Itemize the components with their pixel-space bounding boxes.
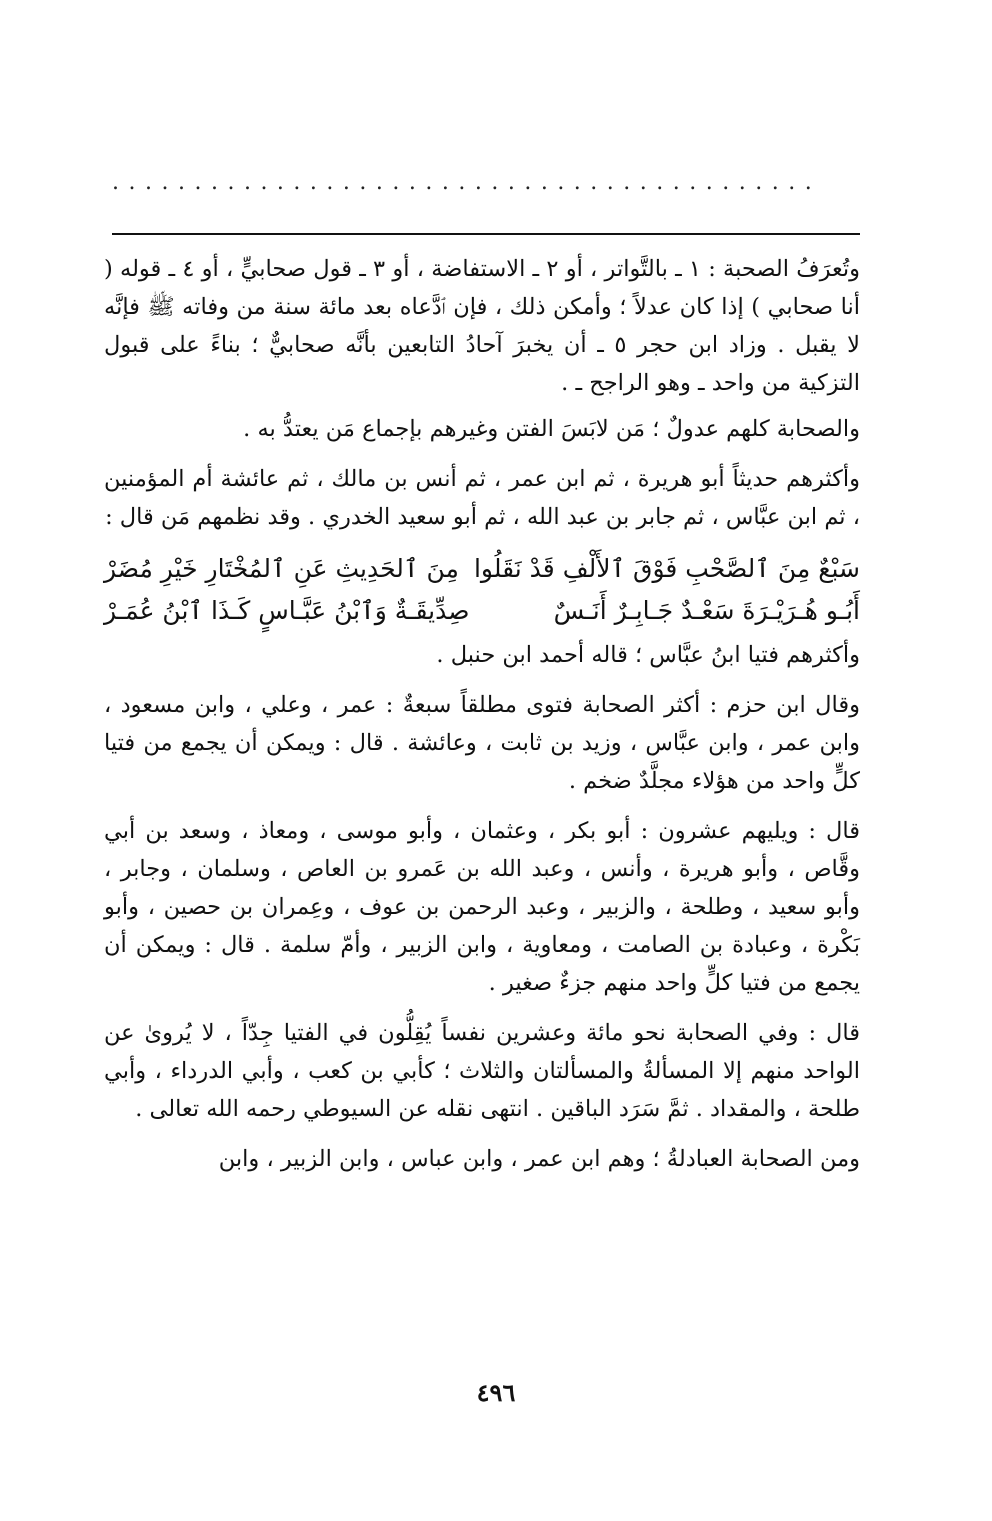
paragraph-abadila: ومن الصحابة العبادلةُ ؛ وهم ابن عمر ، وابن عباس ، وابن الزبير ، وابن <box>218 1146 860 1172</box>
footnote-rule <box>112 233 860 235</box>
paragraph-most-fatwa: وأكثرهم فتيا ابنُ عبَّاس ؛ قاله أحمد ابن حنبل . <box>436 642 860 668</box>
dotted-separator: ........................................... <box>112 170 822 195</box>
page-number: ٤٩٦ <box>476 1378 516 1407</box>
poem-second-hemistich: مِنَ ٱلحَدِيثِ عَنِ ٱلمُخْتَارِ خَيْرِ مُضَرْ <box>104 554 459 583</box>
paragraph-sahaba-adala: والصحابة كلهم عدولٌ ؛ مَن لابَسَ الفتن وغيرهم بإجماع مَن يعتدُّ به . <box>243 416 860 442</box>
poem-line <box>104 548 860 590</box>
poem-first-hemistich: سَبْعٌ مِنَ ٱلصَّحْبِ فَوْقَ ٱلأَلْفِ قَدْ نَقَلُوا <box>473 554 860 583</box>
poem <box>104 548 860 632</box>
page-body <box>104 250 860 1190</box>
paragraph-few-fatwa: قال : وفي الصحابة نحو مائة وعشرين نفساً يُقِلُّون في الفتيا جِدّاً ، لا يُروىٰ عن الواحد منهم إلا المسألةُ والمسألتان والثلاث ؛ كأبي بن كعب ، وأبي الدرداء ، وأبي طلحة ، والمقداد . ثمَّ سَرَد الباقين . انتهى نقله عن السيوطي رحمه الله تعالى . <box>104 1020 860 1122</box>
paragraph-twenty: قال : ويليهم عشرون : أبو بكر ، وعثمان ، وأبو موسى ، ومعاذ ، وسعد بن أبي وقَّاص ، وأبو هريرة ، وأنس ، وعبد الله بن عَمرو بن العاص ، وسلمان ، وجابر ، وأبو سعيد ، وطلحة ، والزبير ، وعبد الرحمن بن عوف ، وعِمران بن حصين ، وأبو بَكْرة ، وعبادة بن الصامت ، ومعاوية ، وابن الزبير ، وأمّ سلمة . قال : ويمكن أن يجمع من فتيا كلٍّ واحد منهم جزءٌ صغير . <box>104 818 860 996</box>
paragraph-ibn-hazm: وقال ابن حزم : أكثر الصحابة فتوى مطلقاً سبعةٌ : عمر ، وعلي ، وابن مسعود ، وابن عمر ، وابن عبَّاس ، وزيد بن ثابت ، وعائشة . قال : ويمكن أن يجمع من فتيا كلٍّ واحد من هؤلاء مجلَّدٌ ضخم . <box>104 692 860 794</box>
paragraph-most-narrators: وأكثرهم حديثاً أبو هريرة ، ثم ابن عمر ، ثم أنس بن مالك ، ثم عائشة أم المؤمنين ، ثم ابن عبَّاس ، ثم جابر بن عبد الله ، ثم أبو سعيد الخدري . وقد نظمهم مَن قال : <box>104 466 860 530</box>
poem-second-hemistich: صِدِّيقَـةٌ وَٱبْنُ عَبَّـاسٍ كَـذَا ٱبْنُ عُمَـرْ <box>104 596 470 625</box>
poem-line <box>104 590 860 632</box>
poem-first-hemistich: أَبُـو هُـرَيْـرَةَ سَعْـدٌ جَـابِـرٌ أَنَـسٌ <box>553 596 860 625</box>
paragraph-sahaba-definition: وتُعرَفُ الصحبة : ١ ـ بالتَّواتر ، أو ٢ ـ الاستفاضة ، أو ٣ ـ قول صحابيٍّ ، أو ٤ ـ قوله ( أنا صحابي ) إذا كان عدلاً ؛ وأمكن ذلك ، فإن ٱدَّعاه بعد مائة سنة من وفاته ﷺ فإنَّه لا يقبل . وزاد ابن حجر ٥ ـ أن يخبرَ آحادُ التابعين بأنَّه صحابيٌّ ؛ بناءً على قبول التزكية من واحد ـ وهو الراجح ـ . <box>104 256 860 396</box>
